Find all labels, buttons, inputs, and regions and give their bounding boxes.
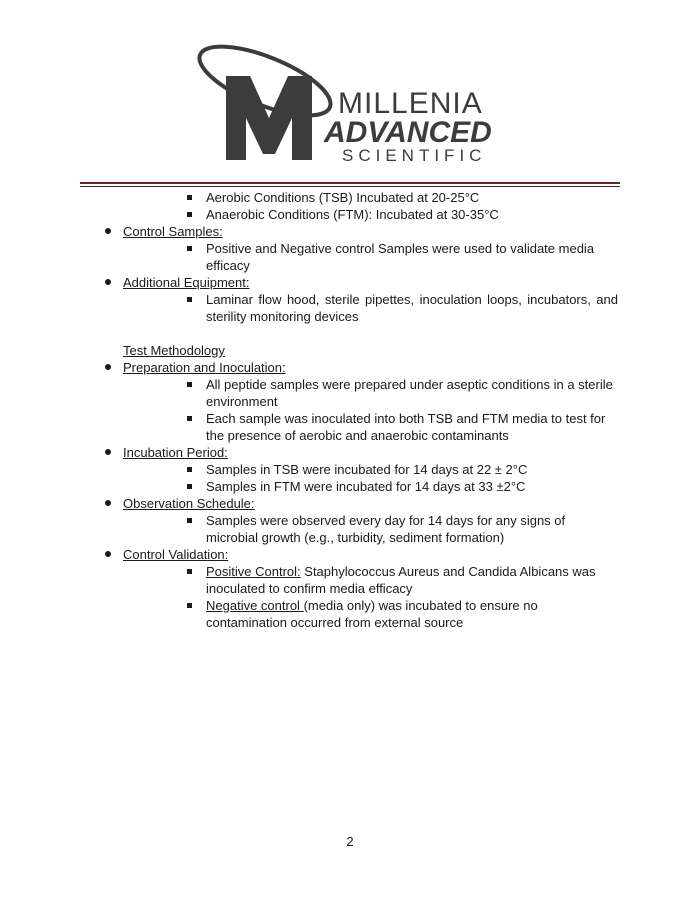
list-item: All peptide samples were prepared under aseptic conditions in a sterile environment — [206, 376, 618, 410]
heading-observation-schedule: Observation Schedule: — [123, 495, 700, 512]
heading-additional-equipment: Additional Equipment: — [123, 274, 700, 291]
negative-control-text: (media only) was incubated to ensure no contamination occurred from external source — [206, 598, 538, 630]
list-item: Samples in TSB were incubated for 14 days at 22 ± 2°C — [206, 461, 618, 478]
header-rule — [80, 182, 620, 184]
list-item: Samples were observed every day for 14 days for any signs of microbial growth (e.g., turbidity, sediment formation) — [206, 512, 618, 546]
heading-preparation: Preparation and Inoculation: — [123, 359, 700, 376]
condition-ftm: Anaerobic Conditions (FTM): Incubated at 30-35°C — [206, 206, 618, 223]
company-logo — [190, 36, 520, 166]
list-item: Each sample was inoculated into both TSB and FTM media to test for the presence of aerobic and anaerobic contaminants — [206, 410, 618, 444]
positive-control-label: Positive Control: — [206, 564, 301, 579]
logo-text-millenia: MILLENIA — [338, 87, 483, 120]
page-number: 2 — [346, 834, 354, 849]
heading-control-validation: Control Validation: — [123, 546, 700, 563]
logo-text-advanced: ADVANCED — [324, 116, 492, 149]
negative-control-item — [206, 597, 618, 631]
list-item: Laminar flow hood, sterile pipettes, inoculation loops, incubators, and sterility monitoring devices — [206, 292, 618, 324]
heading-incubation-period: Incubation Period: — [123, 444, 700, 461]
list-item: Samples in FTM were incubated for 14 days at 33 ±2°C — [206, 478, 618, 495]
header-rule-secondary — [80, 186, 620, 187]
document-body — [0, 189, 700, 631]
condition-tsb: Aerobic Conditions (TSB) Incubated at 20-25°C — [206, 189, 618, 206]
heading-control-samples: Control Samples: — [123, 223, 700, 240]
list-item: Positive and Negative control Samples were used to validate media efficacy — [206, 240, 618, 274]
logo-text-scientific: SCIENTIFIC — [342, 146, 487, 165]
negative-control-label: Negative control — [206, 598, 304, 613]
positive-control-text: Staphylococcus Aureus and Candida Albicans was inoculated to confirm media efficacy — [206, 564, 596, 596]
section-title-test-methodology: Test Methodology — [123, 343, 225, 358]
positive-control-item — [206, 563, 618, 597]
